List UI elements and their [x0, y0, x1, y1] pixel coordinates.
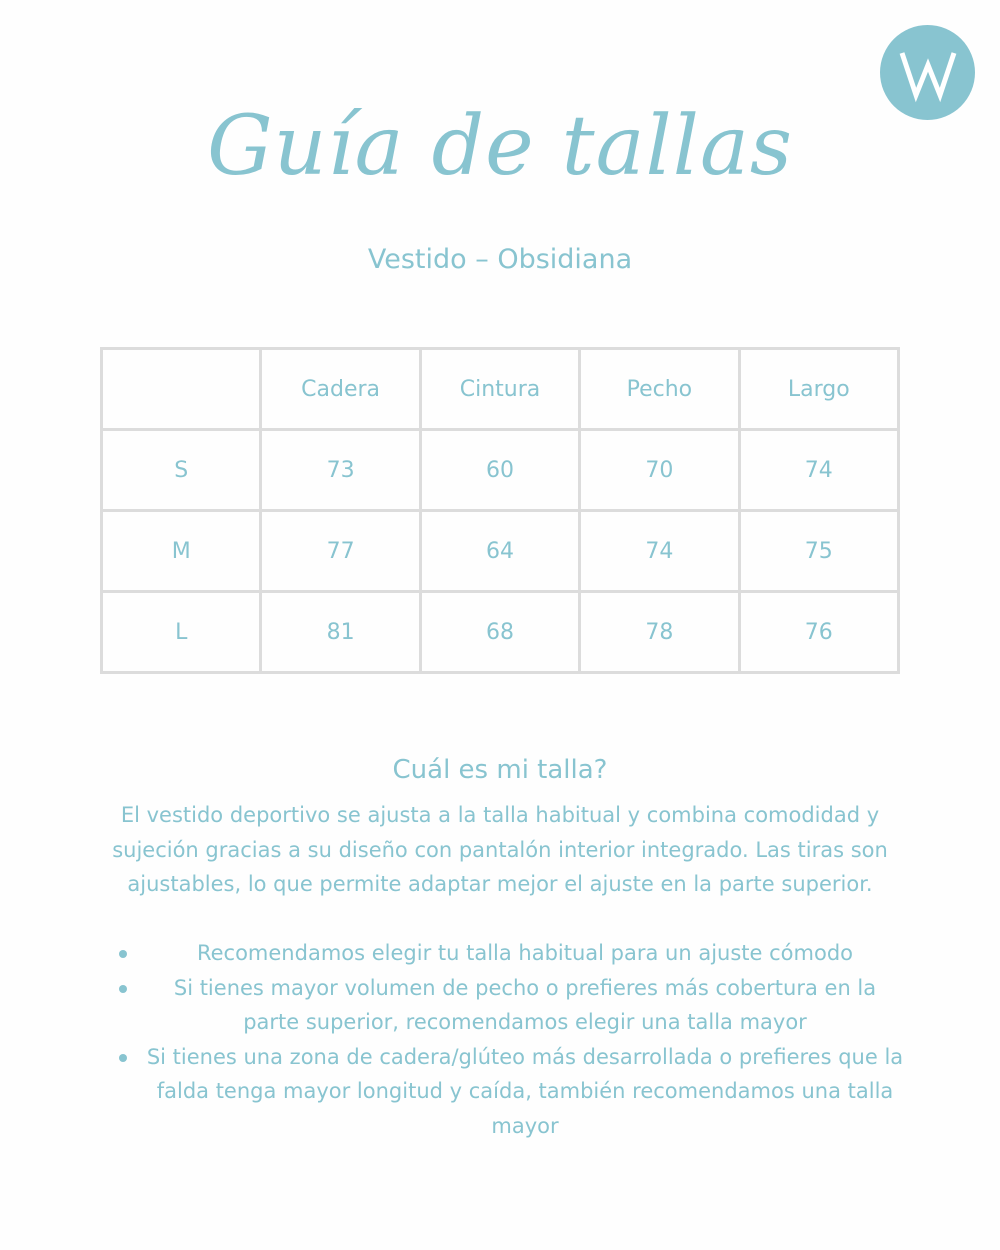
header-cell-empty: [102, 349, 261, 430]
header-cell-cadera: Cadera: [261, 349, 420, 430]
table-cell: 81: [261, 592, 420, 673]
table-cell: 77: [261, 511, 420, 592]
table-cell: 60: [420, 430, 579, 511]
recommendation-list: [105, 936, 915, 1143]
list-item: Si tienes mayor volumen de pecho o prefieres más cobertura en la parte superior, recomendamos elegir una talla mayor: [105, 971, 915, 1040]
table-cell: 74: [580, 511, 739, 592]
table-cell: 74: [739, 430, 898, 511]
table-cell: 73: [261, 430, 420, 511]
header-cell-largo: Largo: [739, 349, 898, 430]
table-header-row: [102, 349, 899, 430]
table-row: [102, 592, 899, 673]
table-cell: 76: [739, 592, 898, 673]
table-cell: 64: [420, 511, 579, 592]
section-heading: Cuál es mi talla?: [392, 755, 608, 785]
header-cell-cintura: Cintura: [420, 349, 579, 430]
table-cell: 68: [420, 592, 579, 673]
size-table: [100, 347, 900, 674]
list-item: Recomendamos elegir tu talla habitual para un ajuste cómodo: [105, 936, 915, 971]
table-cell: 70: [580, 430, 739, 511]
page-title: Guía de tallas: [207, 99, 793, 194]
size-label: M: [102, 511, 261, 592]
product-subtitle: Vestido – Obsidiana: [367, 244, 633, 275]
list-item: Si tienes una zona de cadera/glúteo más desarrollada o prefieres que la falda tenga mayor longitud y caída, también recomendamos una talla mayor: [105, 1040, 915, 1144]
size-label: L: [102, 592, 261, 673]
table-cell: 75: [739, 511, 898, 592]
size-label: S: [102, 430, 261, 511]
header-cell-pecho: Pecho: [580, 349, 739, 430]
table-cell: 78: [580, 592, 739, 673]
table-row: [102, 430, 899, 511]
fit-description: El vestido deportivo se ajusta a la talla habitual y combina comodidad y sujeción gracias a su diseño con pantalón interior integrado. Las tiras son ajustables, lo que permite adaptar mejor el ajuste en la parte superior.: [112, 803, 888, 896]
table-row: [102, 511, 899, 592]
